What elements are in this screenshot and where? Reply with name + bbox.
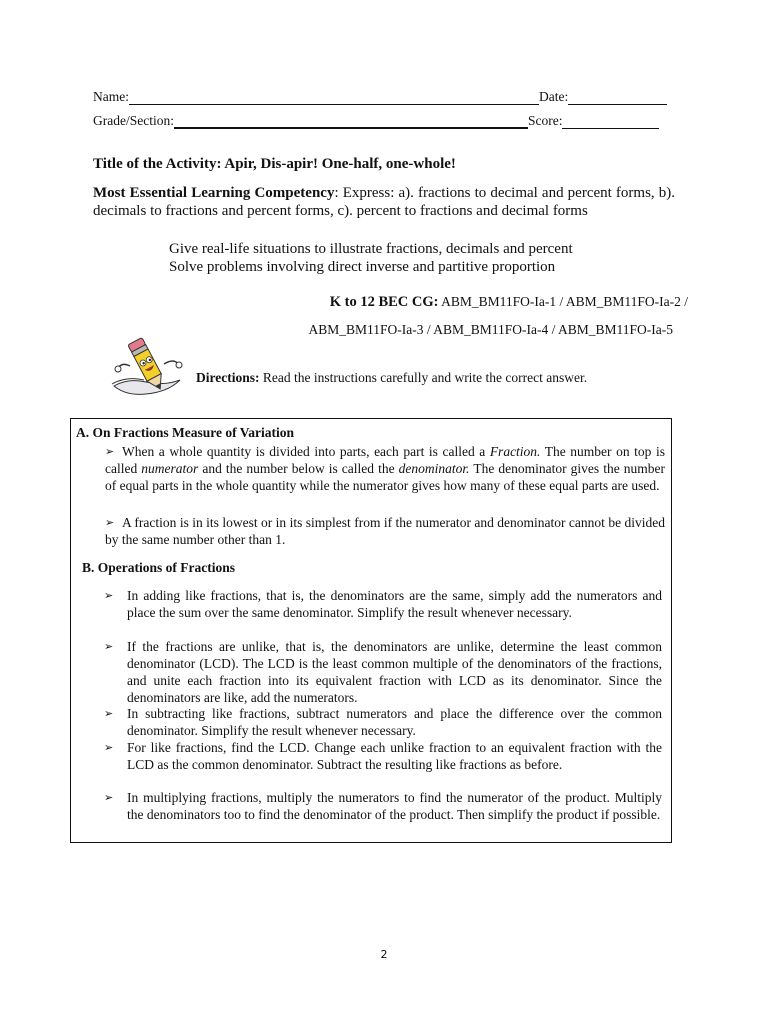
section-a-heading: A. On Fractions Measure of Variation [76, 425, 294, 440]
name-line [129, 90, 539, 105]
date-line [568, 90, 667, 105]
melc-line-3: Solve problems involving direct inverse and partitive proportion [169, 259, 556, 275]
directions-label: Directions: [196, 370, 260, 385]
section-b-bullet [104, 587, 662, 621]
bullet-text: In multiplying fractions, multiply the numerators to find the numerator of the product. Multiply the denominators too to find the denominator of the product. Then simplify the product if possible. [127, 790, 662, 822]
text-fragment: The denominator gives the number of equal parts in the whole quantity while the numerator gives how many of these equal parts are used. [105, 461, 665, 493]
arrow-bullet-icon: ➢ [105, 516, 115, 529]
section-b-bullet [104, 705, 662, 739]
name-label: Name: [93, 89, 129, 104]
arrow-bullet-icon: ➢ [104, 589, 114, 602]
grade-section-line [174, 113, 528, 129]
text-fragment: and the number below is called the [198, 461, 399, 476]
score-line [562, 114, 659, 129]
curriculum-guide-line-1 [330, 294, 688, 311]
section-a-bullet-1 [105, 443, 665, 494]
cg-codes-1: ABM_BM11FO-Ia-1 / ABM_BM11FO-Ia-2 / [438, 294, 688, 309]
melc-paragraph [93, 184, 675, 220]
curriculum-guide-line-2: ABM_BM11FO-Ia-3 / ABM_BM11FO-Ia-4 / ABM_BM11FO-Ia-5 [308, 322, 673, 337]
text-fragment: When a whole quantity is divided into parts, each part is called a [122, 444, 490, 459]
bullet-text: In adding like fractions, that is, the denominators are the same, simply add the numerators and place the sum over the same denominator. Simplify the result whenever necessary. [127, 588, 662, 620]
activity-title: Title of the Activity: Apir, Dis-apir! One-half, one-whole! [93, 156, 456, 172]
directions-text: Read the instructions carefully and write the correct answer. [259, 370, 588, 385]
section-a-bullet-2-text: A fraction is in its lowest or in its simplest from if the numerator and denominator cannot be divided by the same number other than 1. [105, 515, 665, 547]
arrow-bullet-icon: ➢ [104, 791, 114, 804]
section-b-bullet [104, 789, 662, 823]
arrow-bullet-icon: ➢ [105, 445, 115, 458]
section-b-bullet [104, 638, 662, 706]
page-number: 2 [380, 948, 388, 961]
term-denominator: denominator. [398, 461, 470, 476]
melc-text: : Express: a). fractions to decimal and percent forms, b). decimals to fractions and percent forms, c). percent to fractions and decimal forms [93, 185, 676, 219]
section-b-bullet [104, 739, 662, 773]
lesson-box [70, 418, 672, 843]
bullet-text: For like fractions, find the LCD. Change each unlike fraction to an equivalent fraction with the LCD as the common denominator. Subtract the resulting like fractions as before. [127, 740, 662, 772]
melc-line-2: Give real-life situations to illustrate fractions, decimals and percent [169, 241, 573, 257]
arrow-bullet-icon: ➢ [104, 741, 114, 754]
date-label: Date: [539, 89, 569, 104]
directions [196, 370, 587, 386]
grade-score-row [93, 111, 679, 129]
section-a-bullet-2 [105, 514, 665, 548]
term-fraction: Fraction. [489, 444, 541, 459]
section-b-heading: B. Operations of Fractions [82, 560, 235, 575]
melc-label: Most Essential Learning Competency [93, 185, 335, 201]
name-date-row [93, 87, 679, 105]
grade-section-label: Grade/Section: [93, 113, 174, 128]
term-numerator: numerator [141, 461, 199, 476]
bullet-text: In subtracting like fractions, subtract numerators and place the difference over the common denominator. Simplify the result whenever necessary. [127, 706, 662, 738]
bullet-text: If the fractions are unlike, that is, the denominators are unlike, determine the least common denominator (LCD). The LCD is the least common multiple of the denominators of the fractions, and unite each fraction into its equivalent fraction with LCD as its denominator. Since the denominators are like, add the numerators. [127, 639, 662, 705]
text-fragment: The number on top is called [105, 444, 665, 476]
score-label: Score: [527, 113, 563, 128]
pencil-mascot-icon [106, 336, 188, 398]
arrow-bullet-icon: ➢ [104, 640, 114, 653]
arrow-bullet-icon: ➢ [104, 707, 114, 720]
cg-label: K to 12 BEC CG: [329, 294, 439, 310]
